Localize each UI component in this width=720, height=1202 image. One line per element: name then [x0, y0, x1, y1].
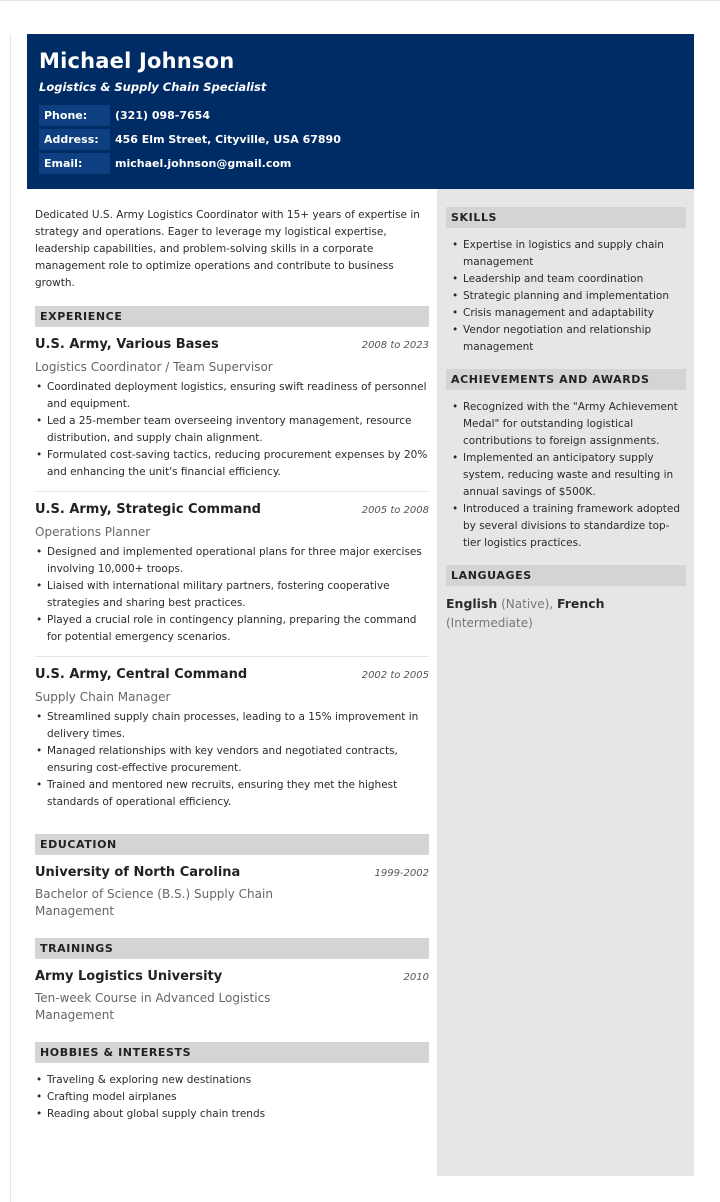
resume-page — [27, 34, 694, 1176]
list-item: • Played a crucial role in contingency planning, preparing the command for potential emergency scenarios. — [35, 612, 429, 646]
degree-name: Bachelor of Science (B.S.) Supply Chain Management — [35, 887, 273, 918]
experience-entry — [35, 656, 429, 811]
email-value: michael.johnson@gmail.com — [115, 156, 292, 170]
contact-row-address — [39, 127, 682, 151]
list-item: • Expertise in logistics and supply chain management — [451, 237, 686, 271]
job-bullets — [35, 709, 429, 811]
school-name: University of North Carolina — [35, 865, 241, 880]
resume-header — [27, 34, 694, 189]
achievements-section — [446, 369, 686, 552]
phone-label: Phone: — [39, 105, 110, 126]
list-item: • Formulated cost-saving tactics, reducing procurement expenses by 20% and enhancing the unit's financial efficiency. — [35, 447, 429, 481]
language-level: (Native), — [501, 597, 554, 611]
list-item: • Reading about global supply chain trends — [35, 1106, 429, 1123]
list-item: • Liaised with international military partners, fostering cooperative strategies and sharing best practices. — [35, 578, 429, 612]
main-column — [35, 189, 429, 1123]
languages-heading: LANGUAGES — [446, 565, 686, 586]
training-course: Ten-week Course in Advanced Logistics Management — [35, 991, 271, 1022]
experience-heading: EXPERIENCE — [35, 306, 429, 327]
left-edge-rule — [10, 34, 11, 1202]
list-item: • Traveling & exploring new destinations — [35, 1072, 429, 1089]
experience-entry — [35, 327, 429, 481]
languages-text — [446, 594, 686, 633]
job-dates: 2002 to 2005 — [361, 670, 429, 681]
job-organization: U.S. Army, Strategic Command — [35, 502, 261, 517]
list-item: • Led a 25-member team overseeing inventory management, resource distribution, and supply chain alignment. — [35, 413, 429, 447]
education-dates: 1999-2002 — [374, 868, 429, 879]
phone-value: (321) 098-7654 — [115, 108, 210, 122]
contact-row-phone — [39, 103, 682, 127]
languages-section — [446, 565, 686, 633]
job-dates: 2008 to 2023 — [361, 340, 429, 351]
list-item: • Strategic planning and implementation — [451, 288, 686, 305]
job-role: Operations Planner — [35, 525, 151, 539]
language-name: French — [556, 596, 605, 611]
email-label: Email: — [39, 153, 110, 174]
list-item: • Coordinated deployment logistics, ensuring swift readiness of personnel and equipment. — [35, 379, 429, 413]
contact-row-email — [39, 151, 682, 175]
list-item: • Designed and implemented operational plans for three major exercises involving 10,000+ troops. — [35, 544, 429, 578]
job-bullets — [35, 544, 429, 646]
job-organization: U.S. Army, Various Bases — [35, 337, 219, 352]
list-item: • Vendor negotiation and relationship management — [451, 322, 686, 356]
list-item: • Crafting model airplanes — [35, 1089, 429, 1106]
skills-heading: SKILLS — [446, 207, 686, 228]
skills-list — [446, 237, 686, 356]
profile-summary: Dedicated U.S. Army Logistics Coordinator with 15+ years of expertise in strategy and operations. Eager to leverage my logistical expertise, leadership capabilities, and problem-solving skills in a corporate management role to optimize operations and contribute to business growth. — [35, 209, 420, 289]
education-heading: EDUCATION — [35, 834, 429, 855]
trainings-heading: TRAININGS — [35, 938, 429, 959]
candidate-title: Logistics & Supply Chain Specialist — [39, 80, 267, 94]
language-name: English — [446, 596, 498, 611]
list-item: • Recognized with the "Army Achievement Medal" for outstanding logistical contributions to foreign assignments. — [451, 399, 686, 450]
training-organization: Army Logistics University — [35, 969, 223, 984]
list-item: • Trained and mentored new recruits, ensuring they met the highest standards of operational efficiency. — [35, 777, 429, 811]
hobbies-heading: HOBBIES & INTERESTS — [35, 1042, 429, 1063]
sidebar-column — [437, 189, 694, 1176]
list-item: • Introduced a training framework adopted by several divisions to standardize top-tier logistics practices. — [451, 501, 686, 552]
job-role: Logistics Coordinator / Team Supervisor — [35, 360, 273, 374]
achievements-list — [446, 399, 686, 552]
top-rule — [0, 0, 720, 1]
achievements-heading: ACHIEVEMENTS AND AWARDS — [446, 369, 686, 390]
experience-entry — [35, 491, 429, 646]
training-entry — [35, 959, 429, 1024]
address-value: 456 Elm Street, Cityville, USA 67890 — [115, 132, 341, 146]
job-role: Supply Chain Manager — [35, 690, 171, 704]
training-date: 2010 — [403, 972, 429, 983]
list-item: • Streamlined supply chain processes, leading to a 15% improvement in delivery times. — [35, 709, 429, 743]
list-item: • Managed relationships with key vendors and negotiated contracts, ensuring cost-effective procurement. — [35, 743, 429, 777]
hobbies-list — [35, 1072, 429, 1123]
list-item: • Implemented an anticipatory supply system, reducing waste and resulting in annual savings of $500K. — [451, 450, 686, 501]
job-dates: 2005 to 2008 — [361, 505, 429, 516]
candidate-name: Michael Johnson — [39, 49, 235, 73]
language-level: (Intermediate) — [446, 616, 533, 630]
contact-block — [39, 103, 682, 175]
job-bullets — [35, 379, 429, 481]
education-entry — [35, 855, 429, 920]
list-item: • Crisis management and adaptability — [451, 305, 686, 322]
list-item: • Leadership and team coordination — [451, 271, 686, 288]
skills-section — [446, 207, 686, 356]
address-label: Address: — [39, 129, 110, 150]
job-organization: U.S. Army, Central Command — [35, 667, 248, 682]
